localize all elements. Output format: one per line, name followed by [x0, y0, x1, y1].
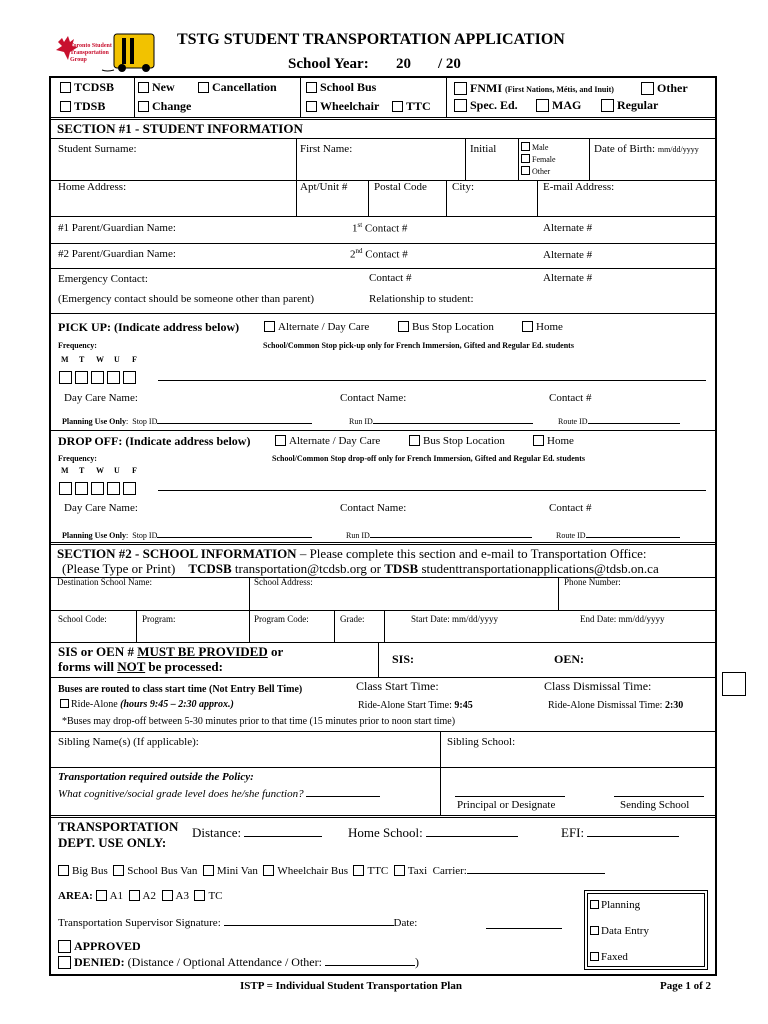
area-a3-label: A3 — [175, 890, 189, 902]
home-address-label: Home Address: — [58, 181, 127, 193]
denied-other-field[interactable] — [325, 956, 415, 966]
wheelchair-label: Wheelchair — [320, 99, 380, 113]
start-date-label: Start Date: mm/dd/yyyy — [411, 614, 498, 624]
planning-label: Planning — [601, 899, 641, 911]
sis-oen-2a: forms will — [58, 659, 114, 674]
parent2-label: #2 Parent/Guardian Name: — [58, 248, 176, 260]
distance-field — [192, 826, 322, 840]
area-a1-checkbox[interactable] — [96, 890, 107, 901]
pickup-route-id-label: Route ID — [558, 417, 588, 426]
tdsb-label: TDSB — [74, 99, 106, 113]
sibling-names-label: Sibling Name(s) (If applicable): — [58, 736, 199, 748]
cancellation-label: Cancellation — [212, 80, 277, 94]
planning-checkbox[interactable] — [590, 900, 599, 909]
ride-alone-start-value: 9:45 — [454, 700, 473, 711]
carrier-input[interactable] — [467, 864, 605, 874]
data-entry-label: Data Entry — [601, 925, 649, 937]
emergency-note: (Emergency contact should be someone other than parent) — [58, 293, 315, 305]
area-tc-checkbox[interactable] — [194, 890, 205, 901]
ride-alone-checkbox[interactable] — [60, 699, 69, 708]
area-a2-checkbox[interactable] — [129, 890, 140, 901]
approved-checkbox[interactable] — [58, 940, 71, 953]
contact1-sup: st — [357, 221, 363, 229]
vehicle-row — [58, 864, 605, 877]
dropoff-stop-id-field[interactable] — [157, 528, 312, 538]
spec-ed-label: Spec. Ed. — [470, 98, 518, 112]
program-code-label: Program Code: — [254, 614, 309, 624]
principal-label: Principal or Designate — [457, 799, 556, 811]
carrier-label: Carrier: — [432, 865, 467, 877]
contact2-num: 2 — [350, 248, 356, 261]
pickup-planning-row: Planning Use Only: Stop ID — [62, 414, 312, 426]
dob-text: Date of Birth: — [594, 143, 656, 155]
dropoff-u-checkbox[interactable] — [107, 482, 120, 495]
big-bus-checkbox[interactable] — [58, 865, 69, 876]
home-school-field — [348, 826, 518, 840]
area-tc[interactable] — [194, 890, 222, 902]
logo-text-1: Toronto Student — [70, 43, 112, 49]
cognitive-label: What cognitive/social grade level does he/she function? — [58, 788, 304, 800]
apt-unit-label: Apt/Unit # — [300, 181, 348, 193]
dropoff-day-t: T — [79, 466, 85, 475]
sis-oen-line1 — [58, 645, 283, 659]
pickup-day-u: U — [114, 355, 120, 364]
vehicle-ttc-checkbox[interactable] — [353, 865, 364, 876]
dropoff-contact-name-label: Contact Name: — [340, 502, 407, 514]
office-data-entry[interactable] — [590, 925, 649, 937]
fnmi-label: FNMI — [470, 81, 502, 95]
pickup-bus-stop-checkbox[interactable] — [398, 321, 409, 332]
taxi-label: Taxi — [407, 865, 428, 877]
transport-label-1: TRANSPORTATION — [58, 819, 179, 834]
tcdsb-checkbox[interactable] — [60, 82, 71, 93]
area-a3-checkbox[interactable] — [162, 890, 173, 901]
pickup-alt-daycare[interactable] — [264, 321, 369, 333]
denied-option[interactable] — [58, 956, 419, 969]
efi-field — [561, 826, 679, 840]
pickup-stop-id-field[interactable] — [157, 414, 312, 424]
denied-note: (Distance / Optional Attendance / Other: — [127, 955, 322, 969]
pickup-run-id — [349, 414, 533, 426]
dropoff-f-checkbox[interactable] — [123, 482, 136, 495]
area-a2[interactable] — [129, 890, 156, 902]
option-tcdsb[interactable] — [60, 81, 114, 93]
phone-label: Phone Number: — [564, 577, 621, 587]
option-spec-ed[interactable] — [454, 99, 518, 112]
pickup-contact-num-label: Contact # — [549, 392, 592, 404]
year-to: / 20 — [438, 56, 461, 72]
logo-text-2: Transportation — [70, 50, 109, 56]
sis-oen-1b: MUST BE PROVIDED — [137, 644, 268, 659]
dropoff-alt-daycare[interactable] — [275, 435, 380, 447]
outside-policy-label: Transportation required outside the Policy: — [58, 771, 254, 783]
denied-close: ) — [414, 955, 419, 969]
tdsb-checkbox[interactable] — [60, 101, 71, 112]
pickup-route-id-field[interactable] — [588, 414, 680, 424]
dropoff-bus-stop[interactable] — [409, 435, 505, 447]
home-school-input[interactable] — [426, 827, 518, 837]
supervisor-row — [58, 916, 417, 929]
section2-email-row — [62, 562, 659, 576]
sis-oen-1c: or — [271, 644, 284, 659]
pickup-note: School/Common Stop pick-up only for French Immersion, Gifted and Regular Ed. students — [263, 341, 574, 350]
print-note: (Please Type or Print) — [62, 561, 176, 576]
program-label: Program: — [142, 614, 176, 624]
school-year-label: School Year: — [288, 56, 369, 72]
mag-label: MAG — [552, 98, 582, 112]
area-a1-label: A1 — [109, 890, 124, 902]
area-a3[interactable] — [162, 890, 189, 902]
email-label: E-mail Address: — [543, 181, 615, 193]
approved-label: APPROVED — [74, 939, 141, 953]
other-checkbox[interactable] — [641, 82, 654, 95]
tdsb-email-label: TDSB — [384, 561, 419, 576]
dropoff-bus-stop-checkbox[interactable] — [409, 435, 420, 446]
pickup-instr: (Indicate address below) — [114, 320, 240, 334]
buses-routed-note: Buses are routed to class start time (Not Entry Bell Time) — [58, 684, 303, 695]
denied-label: DENIED: — [74, 955, 125, 969]
contact2-sup: nd — [355, 247, 363, 255]
dropoff-note: School/Common Stop drop-off only for French Immersion, Gifted and Regular Ed. students — [272, 454, 585, 463]
area-label: AREA: — [58, 890, 93, 902]
pickup-f-checkbox[interactable] — [123, 371, 136, 384]
pickup-day-w: W — [96, 355, 104, 364]
pickup-home[interactable] — [522, 321, 563, 333]
ride-alone-dismissal-label: Ride-Alone Dismissal Time: — [548, 700, 663, 711]
or-text: or — [370, 561, 381, 576]
distance-input[interactable] — [244, 827, 322, 837]
pickup-route-id — [558, 414, 680, 426]
relationship-label: Relationship to student: — [369, 293, 474, 305]
footer-istp: ISTP = Individual Student Transportation Plan — [240, 980, 462, 992]
ride-alone-dismissal — [548, 700, 683, 712]
supervisor-signature-field[interactable] — [224, 916, 394, 926]
dropoff-heading — [58, 435, 250, 447]
dropoff-run-id-field[interactable] — [370, 528, 532, 538]
emergency-contact-label: Contact # — [369, 272, 412, 284]
tcdsb-email-label: TCDSB — [188, 561, 232, 576]
principal-signature-line[interactable] — [455, 796, 565, 797]
contact2-text: Contact # — [362, 248, 408, 261]
option-tdsb[interactable] — [60, 100, 105, 112]
ride-alone-label: Ride-Alone — [71, 699, 118, 710]
change-label: Change — [152, 99, 192, 113]
regular-label: Regular — [617, 98, 659, 112]
footer-page: Page 1 of 2 — [660, 980, 712, 992]
male-checkbox[interactable] — [521, 142, 530, 151]
class-dismissal-label: Class Dismissal Time: — [544, 679, 652, 693]
postal-code-label: Postal Code — [374, 181, 427, 193]
student-surname-label: Student Surname: — [58, 143, 137, 155]
school-bus-label: School Bus — [320, 80, 377, 94]
ttc-label: TTC — [406, 99, 431, 113]
vehicle-school-bus-van[interactable] — [113, 865, 197, 877]
dropoff-home-label: Home — [547, 435, 574, 447]
dest-school-label: Destination School Name: — [57, 577, 152, 587]
efi-input[interactable] — [587, 827, 679, 837]
logo-text-3: Group — [70, 57, 87, 63]
dropoff-day-boxes[interactable] — [59, 479, 139, 497]
area-row — [58, 890, 223, 902]
option-school-bus[interactable] — [306, 81, 376, 93]
dropoff-day-f: F — [132, 466, 137, 475]
sis-oen-2c: be processed: — [148, 659, 223, 674]
section2-heading: SECTION #2 - SCHOOL INFORMATION — [57, 546, 297, 561]
male-label: Male — [532, 143, 549, 152]
ride-alone-option[interactable] — [60, 699, 234, 711]
office-planning[interactable] — [590, 899, 640, 911]
spec-ed-checkbox[interactable] — [454, 99, 467, 112]
wheelchair-bus-checkbox[interactable] — [263, 865, 274, 876]
dropoff-run-id-label: Run ID — [346, 531, 370, 540]
dropoff-address-line[interactable] — [158, 490, 706, 491]
pickup-bus-stop-label: Bus Stop Location — [412, 321, 494, 333]
ttc-checkbox[interactable] — [392, 101, 403, 112]
pickup-day-m: M — [61, 355, 69, 364]
section2-heading-row — [57, 547, 647, 561]
pickup-m-checkbox[interactable] — [59, 371, 72, 384]
dropoff-home-checkbox[interactable] — [533, 435, 544, 446]
tcdsb-label: TCDSB — [74, 80, 115, 94]
pickup-run-id-label: Run ID — [349, 417, 373, 426]
taxi-checkbox[interactable] — [394, 865, 405, 876]
pickup-t-checkbox[interactable] — [75, 371, 88, 384]
pickup-contact-name-label: Contact Name: — [340, 392, 407, 404]
dropoff-route-id — [556, 528, 680, 540]
school-address-label: School Address: — [254, 577, 313, 587]
area-tc-label: TC — [208, 890, 223, 902]
grade-label: Grade: — [340, 614, 365, 624]
alternate2-label: Alternate # — [543, 249, 593, 261]
dropoff-day-u: U — [114, 466, 120, 475]
female-checkbox[interactable] — [521, 154, 530, 163]
contact1-text: Contact # — [362, 222, 408, 235]
pickup-day-f: F — [132, 355, 137, 364]
pickup-alt-daycare-checkbox[interactable] — [264, 321, 275, 332]
contact2-label — [350, 247, 408, 261]
vehicle-taxi[interactable] — [394, 865, 427, 877]
sis-label: SIS: — [392, 652, 415, 666]
emergency-label: Emergency Contact: — [58, 273, 148, 285]
mag-checkbox[interactable] — [536, 99, 549, 112]
dropoff-frequency: Frequency: — [58, 454, 97, 463]
date-field[interactable] — [486, 928, 562, 929]
area-a2-label: A2 — [142, 890, 156, 902]
end-date-label: End Date: mm/dd/yyyy — [580, 614, 665, 624]
pickup-heading — [58, 321, 239, 333]
option-ttc[interactable] — [392, 100, 431, 112]
dropoff-alt-daycare-checkbox[interactable] — [275, 435, 286, 446]
mini-van-checkbox[interactable] — [203, 865, 214, 876]
sending-school-label: Sending School — [620, 799, 690, 811]
dropoff-daycare-label: Day Care Name: — [64, 502, 138, 514]
sibling-school-label: Sibling School: — [447, 736, 516, 748]
dropoff-route-id-field[interactable] — [586, 528, 680, 538]
alternate1-label: Alternate # — [543, 222, 593, 234]
pickup-label: PICK UP: — [58, 320, 111, 334]
dropoff-day-m: M — [61, 466, 69, 475]
pickup-day-boxes[interactable] — [59, 368, 139, 386]
tdsb-email[interactable]: studenttransportationapplications@tdsb.on.ca — [421, 561, 659, 576]
pickup-stop-id-label: Stop ID — [132, 417, 158, 426]
new-label: New — [152, 80, 175, 94]
pickup-run-id-field[interactable] — [373, 414, 533, 424]
contact1-num: 1 — [352, 222, 358, 235]
mini-van-label: Mini Van — [216, 865, 258, 877]
option-cancellation[interactable] — [198, 81, 277, 93]
sis-oen-line2 — [58, 660, 223, 674]
change-checkbox[interactable] — [138, 101, 149, 112]
option-wheelchair[interactable] — [306, 100, 379, 112]
tcdsb-email[interactable]: transportation@tcdsb.org — [234, 561, 367, 576]
dropoff-m-checkbox[interactable] — [59, 482, 72, 495]
dropoff-run-id — [346, 528, 532, 540]
school-bus-van-label: School Bus Van — [127, 865, 198, 877]
faxed-checkbox[interactable] — [590, 952, 599, 961]
fnmi-note: (First Nations, Métis, and Inuit) — [505, 85, 614, 94]
parent1-label: #1 Parent/Guardian Name: — [58, 222, 176, 234]
dropoff-label: DROP OFF: — [58, 434, 123, 448]
option-regular[interactable] — [601, 99, 658, 112]
pickup-planning-label: Planning Use Only — [62, 417, 127, 426]
pickup-home-checkbox[interactable] — [522, 321, 533, 332]
pickup-alt-daycare-label: Alternate / Day Care — [278, 321, 370, 333]
pickup-u-checkbox[interactable] — [107, 371, 120, 384]
option-new[interactable] — [138, 81, 175, 93]
data-entry-checkbox[interactable] — [590, 926, 599, 935]
page-title: TSTG STUDENT TRANSPORTATION APPLICATION — [177, 31, 565, 48]
big-bus-label: Big Bus — [72, 865, 108, 877]
wheelchair-bus-label: Wheelchair Bus — [277, 865, 348, 877]
school-bus-van-checkbox[interactable] — [113, 865, 124, 876]
office-faxed[interactable] — [590, 951, 628, 963]
dropoff-route-id-label: Route ID — [556, 531, 586, 540]
option-change[interactable] — [138, 100, 191, 112]
dropoff-planning-label: Planning Use Only — [62, 531, 127, 540]
dropoff-stop-id-label: Stop ID — [132, 531, 158, 540]
dropoff-home[interactable] — [533, 435, 574, 447]
option-fnmi[interactable] — [454, 82, 614, 95]
emergency-alternate-label: Alternate # — [543, 272, 593, 284]
pickup-address-line[interactable] — [158, 380, 706, 381]
ride-alone-dismissal-value: 2:30 — [664, 700, 684, 711]
office-stamp-box[interactable] — [722, 672, 746, 696]
date-label: Date: — [393, 917, 418, 929]
section1-heading: SECTION #1 - STUDENT INFORMATION — [57, 121, 303, 136]
first-name-label: First Name: — [300, 143, 353, 155]
cognitive-field[interactable] — [306, 787, 380, 797]
dob-format: mm/dd/yyyy — [657, 145, 699, 154]
dob-label — [594, 143, 699, 155]
distance-label: Distance: — [192, 825, 242, 840]
new-checkbox[interactable] — [138, 82, 149, 93]
tstg-logo — [52, 30, 162, 74]
fnmi-checkbox[interactable] — [454, 82, 467, 95]
vehicle-ttc[interactable] — [353, 865, 388, 877]
gender-other[interactable] — [521, 166, 550, 176]
approved-option[interactable] — [58, 940, 141, 953]
dropoff-alt-daycare-label: Alternate / Day Care — [289, 435, 381, 447]
other-label: Other — [657, 81, 688, 95]
area-a1[interactable] — [96, 890, 123, 902]
regular-checkbox[interactable] — [601, 99, 614, 112]
cancellation-checkbox[interactable] — [198, 82, 209, 93]
sis-oen-2b: NOT — [117, 659, 146, 674]
pickup-home-label: Home — [536, 321, 563, 333]
cognitive-question — [58, 787, 380, 800]
oen-label: OEN: — [554, 652, 584, 666]
section2-heading-note: – Please complete this section and e-mail to Transportation Office: — [299, 546, 647, 561]
faxed-label: Faxed — [601, 951, 628, 963]
contact1-label — [352, 221, 407, 235]
pickup-bus-stop[interactable] — [398, 321, 494, 333]
initial-label: Initial — [470, 143, 497, 155]
vehicle-mini-van[interactable] — [203, 865, 258, 877]
dropoff-day-w: W — [96, 466, 104, 475]
pickup-day-t: T — [79, 355, 85, 364]
school-code-label: School Code: — [58, 614, 107, 624]
gender-male[interactable] — [521, 142, 548, 152]
pickup-daycare-label: Day Care Name: — [64, 392, 138, 404]
vehicle-wheelchair-bus[interactable] — [263, 865, 348, 877]
ride-alone-start — [358, 700, 473, 712]
vehicle-big-bus[interactable] — [58, 865, 108, 877]
sis-oen-1a: SIS or OEN # — [58, 644, 134, 659]
gender-female[interactable] — [521, 154, 556, 164]
drop-off-note: *Buses may drop-off between 5-30 minutes prior to that time (15 minutes prior to noon start time) — [62, 716, 456, 727]
other-gender-label: Other — [532, 167, 551, 176]
option-other[interactable] — [641, 82, 688, 95]
vehicle-ttc-label: TTC — [367, 865, 389, 877]
wheelchair-checkbox[interactable] — [306, 101, 317, 112]
home-school-label: Home School: — [348, 825, 423, 840]
dropoff-planning-row: Planning Use Only: Stop ID — [62, 528, 312, 540]
dropoff-bus-stop-label: Bus Stop Location — [423, 435, 505, 447]
school-bus-checkbox[interactable] — [306, 82, 317, 93]
pickup-frequency: Frequency: — [58, 341, 97, 350]
ride-alone-note: (hours 9:45 – 2:30 approx.) — [120, 699, 234, 710]
dropoff-w-checkbox[interactable] — [91, 482, 104, 495]
efi-label: EFI: — [561, 825, 585, 840]
supervisor-label: Transportation Supervisor Signature: — [58, 917, 221, 929]
pickup-w-checkbox[interactable] — [91, 371, 104, 384]
dropoff-t-checkbox[interactable] — [75, 482, 88, 495]
other-gender-checkbox[interactable] — [521, 166, 530, 175]
dropoff-instr: (Indicate address below) — [125, 434, 251, 448]
dropoff-contact-num-label: Contact # — [549, 502, 592, 514]
female-label: Female — [532, 155, 556, 164]
ride-alone-start-label: Ride-Alone Start Time: — [358, 700, 452, 711]
sending-school-line[interactable] — [614, 796, 704, 797]
city-label: City: — [452, 181, 475, 193]
denied-checkbox[interactable] — [58, 956, 71, 969]
class-start-label: Class Start Time: — [356, 679, 439, 693]
transport-label-2: DEPT. USE ONLY: — [58, 835, 167, 850]
year-from: 20 — [396, 56, 411, 72]
option-mag[interactable] — [536, 99, 581, 112]
